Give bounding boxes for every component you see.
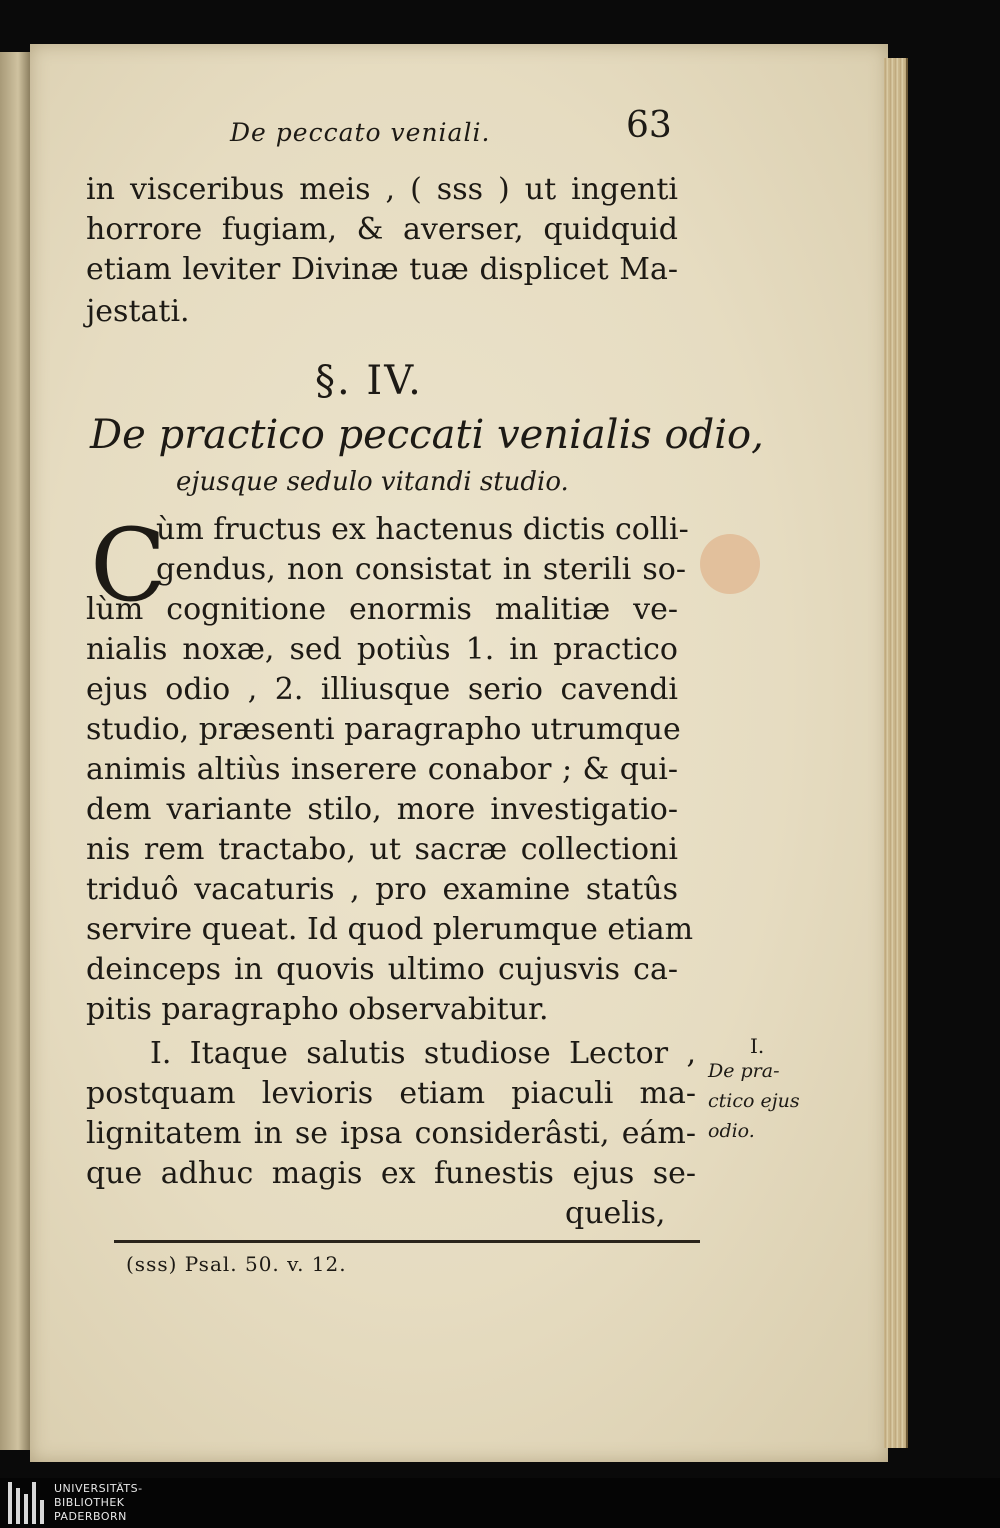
text-line: dem variante stilo, more investigatio- (86, 792, 678, 827)
text-line: I. Itaque salutis studiose Lector , (150, 1036, 696, 1071)
text-line: ejus odio , 2. illiusque serio cavendi (86, 672, 678, 707)
running-head-title: De peccato veniali. (230, 118, 491, 147)
section-subtitle: ejusque sedulo vitandi studio. (176, 467, 569, 497)
page-edges (884, 58, 908, 1448)
text-line: pitis paragrapho observabitur. (86, 992, 549, 1027)
library-name-line: UNIVERSITÄTS- (54, 1482, 143, 1495)
text-line: in visceribus meis , ( sss ) ut ingenti (86, 172, 678, 207)
footnote: (sss) Psal. 50. v. 12. (126, 1252, 347, 1276)
text-line: que adhuc magis ex funestis ejus se- (86, 1156, 696, 1191)
text-line: lùm cognitione enormis malitiæ ve- (86, 592, 678, 627)
footnote-rule (114, 1240, 700, 1243)
text-line: nialis noxæ, sed potiùs 1. in practico (86, 632, 678, 667)
library-name-line: BIBLIOTHEK (54, 1496, 125, 1509)
library-footer (0, 1478, 1000, 1528)
page-number: 63 (626, 105, 672, 146)
section-number: §. IV. (315, 358, 423, 404)
marginal-note-line: ctico ejus (708, 1090, 800, 1112)
text-line: deinceps in quovis ultimo cujusvis ca- (86, 952, 678, 987)
text-line: animis altiùs inserere conabor ; & qui- (86, 752, 678, 787)
text-line: nis rem tractabo, ut sacræ collectioni (86, 832, 678, 867)
text-line: servire queat. Id quod plerumque etiam (86, 912, 694, 947)
marginal-number: I. (750, 1034, 765, 1058)
text-line: triduô vacaturis , pro examine statûs (86, 872, 678, 907)
text-line: lignitatem in se ipsa considerâsti, eám- (86, 1116, 696, 1151)
text-line: ùm fructus ex hactenus dictis colli- (156, 512, 689, 547)
facing-page-edge (0, 52, 30, 1450)
marginal-note-line: De pra- (708, 1060, 780, 1082)
catchword: quelis, (565, 1196, 666, 1231)
text-line: gendus, non consistat in sterili so- (156, 552, 686, 587)
text-line: horrore fugiam, & averser, quidquid (86, 212, 678, 247)
text-line: postquam levioris etiam piaculi ma- (86, 1076, 696, 1111)
library-logo (8, 1482, 46, 1524)
text-line: jestati. (86, 294, 190, 329)
drop-cap: C (90, 507, 167, 624)
text-line: etiam leviter Divinæ tuæ displicet Ma- (86, 252, 678, 287)
paper-stain (700, 534, 760, 594)
text-line: studio, præsenti paragrapho utrumque (86, 712, 681, 747)
marginal-note-line: odio. (708, 1120, 755, 1142)
library-name-line: PADERBORN (54, 1510, 127, 1523)
section-title: De practico peccati venialis odio, (90, 412, 764, 458)
